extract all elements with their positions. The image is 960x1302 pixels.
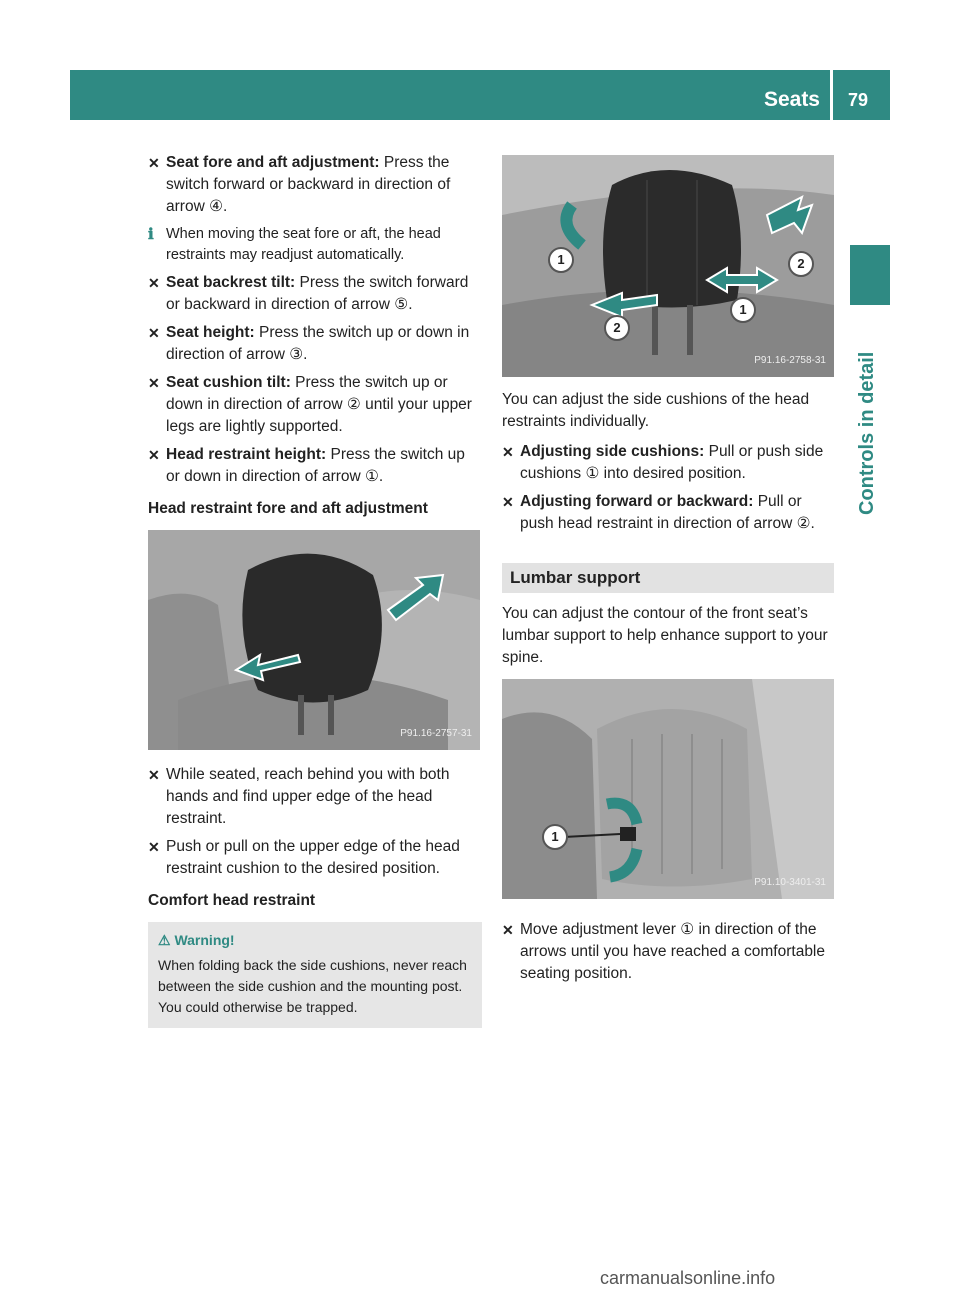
left-column: [148, 152, 482, 1028]
page-title: Seats: [763, 88, 820, 111]
step-marker-icon: ✕: [148, 447, 160, 463]
step-item: [148, 152, 482, 218]
step-text: Press the switch up or down in direction of arrow ①.: [166, 446, 465, 485]
info-icon: ℹ: [148, 226, 154, 243]
info-note: [148, 224, 482, 266]
step-item: [502, 491, 834, 535]
step-text: While seated, reach behind you with both hands and find upper edge of the head restraint.: [166, 766, 450, 827]
callout-2: 2: [604, 315, 630, 341]
step-marker-icon: ✕: [502, 922, 514, 938]
side-tab-label: Controls in detail: [856, 351, 878, 515]
callout-1: 1: [730, 297, 756, 323]
figure-code: P91.16-2757-31: [400, 728, 472, 739]
step-marker-icon: ✕: [148, 155, 160, 171]
warning-text: When folding back the side cushions, never reach between the side cushion and the mounting post. You could otherwise be trapped.: [158, 957, 467, 1015]
step-label: Adjusting forward or backward:: [520, 493, 754, 510]
step-text: Press the switch up or down in direction of arrow ② until your upper legs are lightly supported.: [166, 374, 472, 435]
subheading-fore-aft: Head restraint fore and aft adjustment: [148, 500, 428, 517]
lumbar-support-illustration: [502, 679, 834, 899]
right-column: [502, 152, 834, 991]
step-text: Push or pull on the upper edge of the head restraint cushion to the desired position.: [166, 838, 460, 877]
step-label: Seat cushion tilt:: [166, 374, 291, 391]
step-item: [148, 836, 482, 880]
step-text: Press the switch up or down in direction of arrow ③.: [166, 324, 470, 363]
intro-text: You can adjust the side cushions of the head restraints individually.: [502, 391, 810, 430]
warning-triangle-icon: ⚠: [158, 932, 171, 948]
step-item: [502, 919, 834, 985]
callout-2: 2: [788, 251, 814, 277]
head-restraint-illustration: [148, 530, 480, 750]
step-marker-icon: ✕: [502, 444, 514, 460]
step-marker-icon: ✕: [148, 375, 160, 391]
step-text: Press the switch forward or backward in direction of arrow ⑤.: [166, 274, 469, 313]
section-title: Lumbar support: [502, 563, 834, 593]
step-text: Press the switch forward or backward in direction of arrow ④.: [166, 154, 451, 215]
header-divider: [830, 70, 833, 120]
info-note-text: When moving the seat fore or aft, the head restraints may readjust automatically.: [166, 226, 441, 263]
warning-title: Warning!: [174, 932, 235, 948]
step-marker-icon: ✕: [148, 325, 160, 341]
step-item: [148, 764, 482, 830]
step-item: [148, 272, 482, 316]
figure-code: P91.10-3401-31: [754, 877, 826, 888]
step-label: Head restraint height:: [166, 446, 327, 463]
watermark: carmanualsonline.info: [600, 1268, 776, 1288]
page-number: 79: [848, 90, 869, 110]
callout-1: 1: [542, 824, 568, 850]
step-text: Move adjustment lever ① in direction of the arrows until you have reached a comfortable seating position.: [520, 921, 825, 982]
step-marker-icon: ✕: [148, 767, 160, 783]
warning-box: [148, 922, 482, 1028]
step-label: Seat height:: [166, 324, 255, 341]
step-label: Seat backrest tilt:: [166, 274, 296, 291]
subheading-comfort: Comfort head restraint: [148, 892, 316, 909]
step-text: Pull or push head restraint in direction of arrow ②.: [520, 493, 815, 532]
step-label: Seat fore and aft adjustment:: [166, 154, 380, 171]
warning-header: [158, 930, 472, 951]
step-label: Adjusting side cushions:: [520, 443, 705, 460]
figure-lumbar-support: [502, 679, 834, 899]
side-tab: [850, 245, 890, 305]
callout-1: 1: [548, 247, 574, 273]
step-item: [148, 322, 482, 366]
figure-comfort-head-restraint: [502, 155, 834, 377]
step-marker-icon: ✕: [148, 839, 160, 855]
figure-code: P91.16-2758-31: [754, 355, 826, 366]
step-marker-icon: ✕: [502, 494, 514, 510]
step-item: [148, 444, 482, 488]
step-item: [502, 441, 834, 485]
lumbar-intro-text: You can adjust the contour of the front seat’s lumbar support to help enhance support to your spine.: [502, 605, 828, 666]
step-marker-icon: ✕: [148, 275, 160, 291]
figure-head-restraint-fore-aft: [148, 530, 480, 750]
step-item: [148, 372, 482, 438]
step-text: Pull or push side cushions ① into desired position.: [520, 443, 824, 482]
